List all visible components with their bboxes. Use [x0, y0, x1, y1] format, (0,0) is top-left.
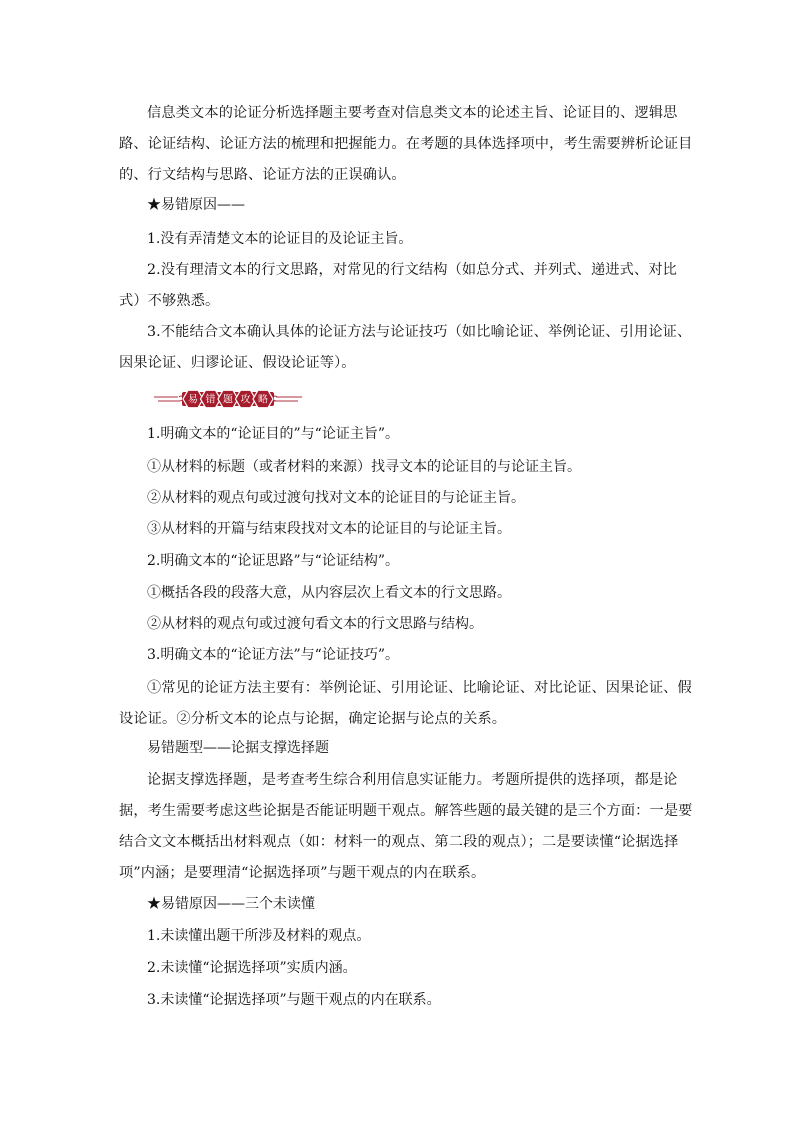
banner-char: 题: [223, 394, 233, 406]
strategy-line: ①概括各段的段落大意，从内容层次上看文本的行文思路。: [147, 585, 511, 601]
strategy-line: ②从材料的观点句或过渡句看文本的行文思路与结构。: [147, 616, 483, 632]
banner-char: 易: [188, 394, 198, 406]
error-item: 3.未读懂“论据选择项”与题干观点的内在联系。: [147, 992, 441, 1008]
error-heading-2: ★易错原因——三个未读懂: [147, 896, 315, 912]
banner-left-scroll-icon: [154, 396, 183, 401]
error-item: 3.不能结合文本确认具体的论证方法与论证技巧（如比喻论证、举例论证、引用论证、因果论证、归谬论证、假设论证等）。: [119, 324, 692, 371]
type-heading: 易错题型——论据支撑选择题: [147, 740, 329, 756]
error-item: 1.未读懂出题干所涉及材料的观点。: [147, 928, 371, 944]
methods-paragraph: ①常见的论证方法主要有：举例论证、引用论证、比喻论证、对比论证、因果论证、假设论证。②分析文本的论点与论据，确定论据与论点的关系。: [119, 680, 692, 727]
type-paragraph: 论据支撑选择题，是考查考生综合利用信息实证能力。考题所提供的选择项，都是论据，考生需要考虑这些论据是否能证明题干观点。解答些题的最关键的是三个方面：一是要结合文文本概括出材料观点（如：材料一的观点、第二段的观点）；二是要读懂“论据选择项”内涵；是要理清“论据选择项”与题干观点的内在联系。: [119, 772, 693, 881]
strategy-line: ③从材料的开篇与结束段找对文本的论证目的与论证主旨。: [147, 521, 511, 537]
error-item: 2.未读懂“论据选择项”实质内涵。: [147, 960, 357, 976]
strategy-line: ②从材料的观点句或过渡句找对文本的论证目的与论证主旨。: [147, 490, 525, 506]
banner-char: 攻: [240, 394, 251, 406]
error-item: 2.没有理清文本的行文思路，对常见的行文结构（如总分式、并列式、递进式、对比式）不够熟悉。: [119, 262, 677, 309]
banner-char: 错: [205, 394, 216, 406]
error-item: 1.没有弄清楚文本的论证目的及论证主旨。: [147, 231, 413, 247]
section-banner: [152, 386, 304, 412]
strategy-line: 1.明确文本的“论证目的”与“论证主旨”。: [147, 426, 399, 442]
intro-paragraph: 信息类文本的论证分析选择题主要考查对信息类文本的论述主旨、论证目的、逻辑思路、论证结构、论证方法的梳理和把握能力。在考题的具体选择项中，考生需要辨析论证目的、行文结构与思路、论证方法的正误确认。: [119, 105, 693, 183]
banner-char: 略: [258, 394, 268, 406]
error-heading-1: ★易错原因——: [147, 197, 245, 213]
strategy-line: ①从材料的标题（或者材料的来源）找寻文本的论证目的与论证主旨。: [147, 459, 581, 475]
banner-right-scroll-icon: [273, 396, 302, 401]
strategy-line: 2.明确文本的“论证思路”与“论证结构”。: [147, 553, 399, 569]
strategy-line: 3.明确文本的“论证方法”与“论证技巧”。: [147, 647, 399, 663]
